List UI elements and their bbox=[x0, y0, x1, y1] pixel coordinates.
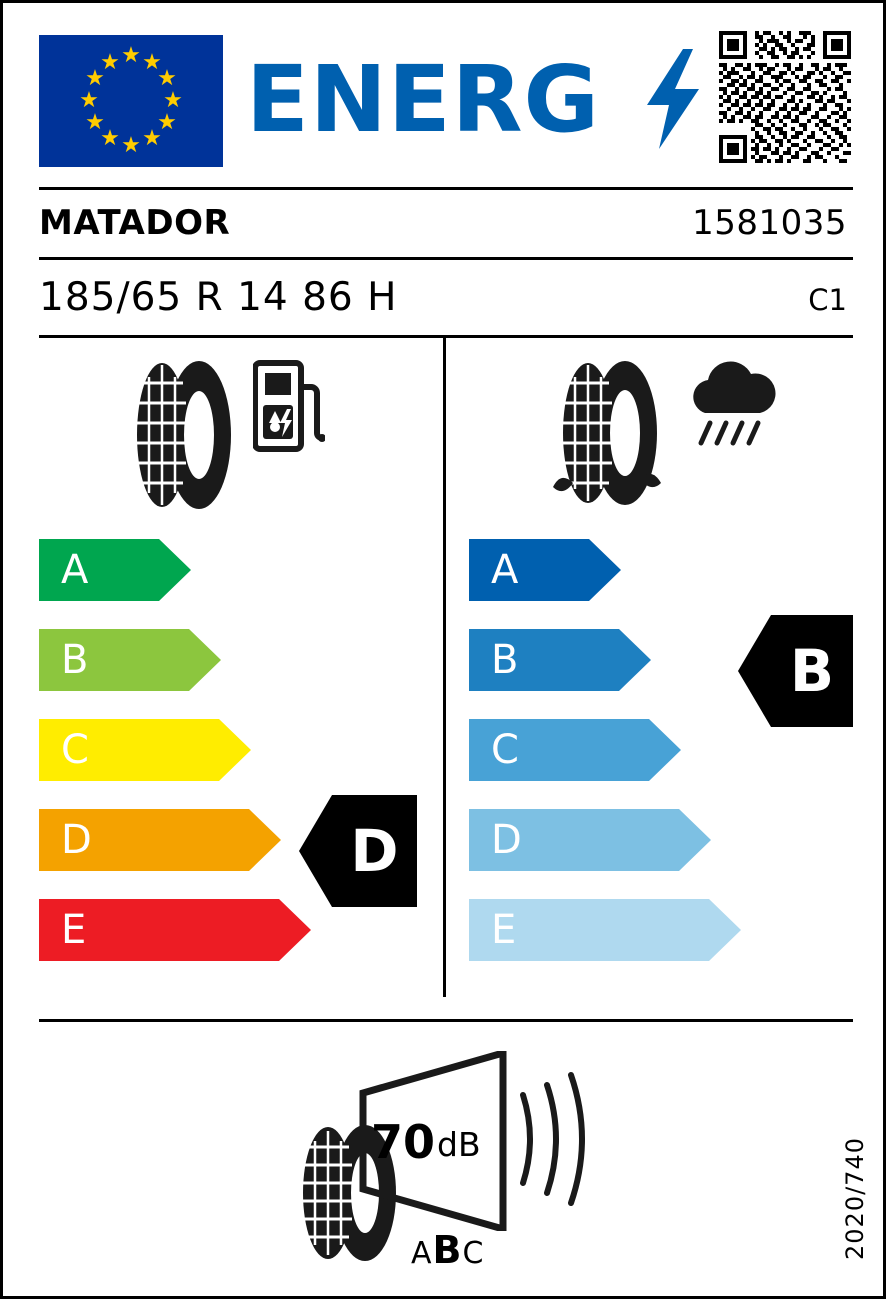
sound-waves-icon bbox=[511, 1069, 591, 1209]
noise-section bbox=[3, 1033, 886, 1273]
wetgrip-result-letter: B bbox=[789, 637, 835, 705]
fuel-result-letter: D bbox=[350, 817, 399, 885]
noise-class-c: C bbox=[462, 1236, 485, 1271]
tyre-icon bbox=[543, 355, 673, 520]
wetgrip-result-badge bbox=[738, 615, 853, 727]
grade-letter: B bbox=[491, 637, 519, 683]
grade-letter: A bbox=[61, 547, 89, 593]
noise-class-scale bbox=[411, 1228, 484, 1272]
regulation-year: 2020/740 bbox=[841, 1137, 869, 1260]
noise-class-a: A bbox=[411, 1236, 433, 1271]
divider-noise bbox=[39, 1019, 853, 1022]
noise-class-b: B bbox=[432, 1228, 463, 1272]
brand-name: MATADOR bbox=[39, 203, 231, 243]
energy-wordmark: ENERG bbox=[246, 46, 601, 153]
product-code: 1581035 bbox=[692, 203, 847, 243]
grade-letter: D bbox=[491, 817, 522, 863]
lightning-bolt-icon bbox=[643, 49, 703, 149]
rain-cloud-icon bbox=[679, 355, 789, 465]
fuel-pump-icon bbox=[253, 359, 325, 455]
grade-letter: C bbox=[61, 727, 89, 773]
grade-letter: A bbox=[491, 547, 519, 593]
divider-vertical bbox=[443, 337, 446, 997]
qr-code-icon bbox=[719, 31, 851, 163]
noise-value: 70 bbox=[371, 1115, 436, 1169]
grade-letter: D bbox=[61, 817, 92, 863]
tyre-icon bbox=[127, 355, 247, 515]
grade-letter: E bbox=[61, 907, 87, 953]
tyre-size: 185/65 R 14 86 H bbox=[39, 275, 398, 320]
grade-letter: B bbox=[61, 637, 89, 683]
label-header bbox=[3, 3, 886, 189]
divider-size bbox=[39, 335, 853, 338]
grade-letter: E bbox=[491, 907, 517, 953]
noise-unit: dB bbox=[437, 1125, 481, 1164]
divider-header bbox=[39, 187, 853, 190]
fuel-result-badge bbox=[299, 795, 417, 907]
eu-flag-icon: ★ ★ ★ ★ ★ ★ ★ ★ ★ ★ ★ ★ bbox=[39, 35, 223, 167]
tyre-class: C1 bbox=[808, 283, 847, 317]
divider-brand bbox=[39, 257, 853, 260]
grade-letter: C bbox=[491, 727, 519, 773]
